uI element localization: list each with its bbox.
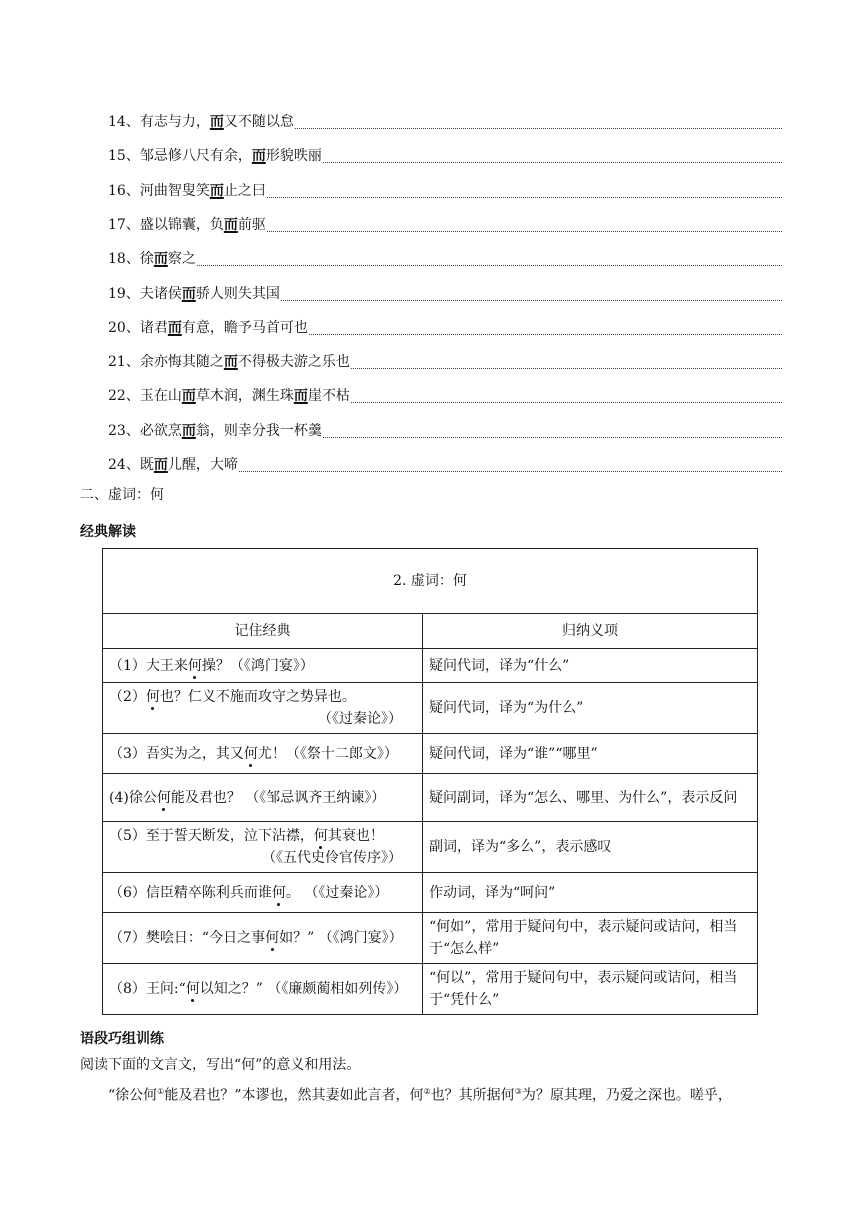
exercise-item: 24、既而儿醒，大啼 [108,454,782,474]
classic-heading: 经典解读 [80,524,136,540]
exercise-item: 23、必欲烹而翁，则幸分我一杯羹 [108,420,782,440]
example-cell: （8）王问:“何以知之？” （《廉颇蔺相如列传》） [103,964,423,1015]
example-cell: （6）信臣精卒陈利兵而谁何。 （《过秦论》） [103,873,423,913]
answer-blank[interactable] [197,251,782,266]
answer-blank[interactable] [309,320,782,335]
exercise-item: 15、邹忌修八尺有余，而形貌昳丽 [108,145,782,165]
meaning-cell: 副词，译为“多么”，表示感叹 [423,822,758,873]
training-heading: 语段巧组训练 [80,1031,164,1047]
example-cell: （5）至于誓天断发，泣下沾襟，何其衰也！ （《五代史伶官传序》） [103,822,423,873]
table-row [103,734,758,774]
example-cell: (4)徐公何能及君也？ （《邹忌讽齐王纳谏》） [103,774,423,822]
exercise-item: 21、余亦悔其随之而不得极夫游之乐也 [108,351,782,371]
column-header-examples: 记住经典 [103,614,423,649]
meaning-cell: “何以”，常用于疑问句中，表示疑问或诘问，相当于“凭什么” [423,964,758,1015]
example-cell: （7）樊哙日：“今日之事何如？” （《鸿门宴》） [103,913,423,964]
meaning-cell: 疑问代词，译为“什么” [423,649,758,683]
answer-blank[interactable] [239,457,782,472]
meaning-cell: 疑问代词，译为“谁”“哪里” [423,734,758,774]
answer-blank[interactable] [267,183,782,198]
answer-blank[interactable] [351,354,782,369]
column-header-meanings: 归纳义项 [423,614,758,649]
passage: “徐公何①能及君也？”本谬也，然其妻如此言者，何②也？其所据何③为？原其理，乃爱之深也。嗟乎， [108,1087,732,1104]
table-title: 2. 虚词：何 [103,549,758,614]
table-row [103,683,758,734]
answer-blank[interactable] [267,217,782,232]
answer-blank[interactable] [323,148,782,163]
section-heading: 二、虚词：何 [80,487,164,503]
exercise-item: 18、徐而察之 [108,248,782,268]
answer-blank[interactable] [351,388,782,403]
example-cell: （3）吾实为之，其又何尤！（《祭十二郎文》） [103,734,423,774]
example-cell: （1）大王来何操？（《鸿门宴》） [103,649,423,683]
meaning-cell: 作动词，译为“呵问” [423,873,758,913]
table-row [103,774,758,822]
answer-blank[interactable] [295,114,782,129]
meaning-cell: 疑问副词，译为“怎么、哪里、为什么”，表示反问 [423,774,758,822]
table-row [103,822,758,873]
exercise-item: 19、夫诸侯而骄人则失其国 [108,283,782,303]
meaning-cell: “何如”，常用于疑问句中，表示疑问或诘问，相当于“怎么样” [423,913,758,964]
table-row [103,873,758,913]
table-row [103,964,758,1015]
answer-blank[interactable] [323,423,782,438]
exercise-item: 17、盛以锦囊，负而前驱 [108,214,782,234]
exercise-item: 20、诸君而有意，瞻予马首可也 [108,317,782,337]
exercise-item: 22、玉在山而草木润，渊生珠而崖不枯 [108,385,782,405]
meaning-cell: 疑问代词，译为“为什么” [423,683,758,734]
table-row [103,649,758,683]
instruction: 阅读下面的文言文，写出“何”的意义和用法。 [80,1057,361,1073]
exercise-item: 16、河曲智叟笑而止之曰 [108,180,782,200]
table-row [103,913,758,964]
word-table [102,548,758,1015]
answer-blank[interactable] [281,286,782,301]
exercise-item: 14、有志与力，而又不随以怠 [108,111,782,131]
example-cell: （2）何也？仁义不施而攻守之势异也。 （《过秦论》） [103,683,423,734]
